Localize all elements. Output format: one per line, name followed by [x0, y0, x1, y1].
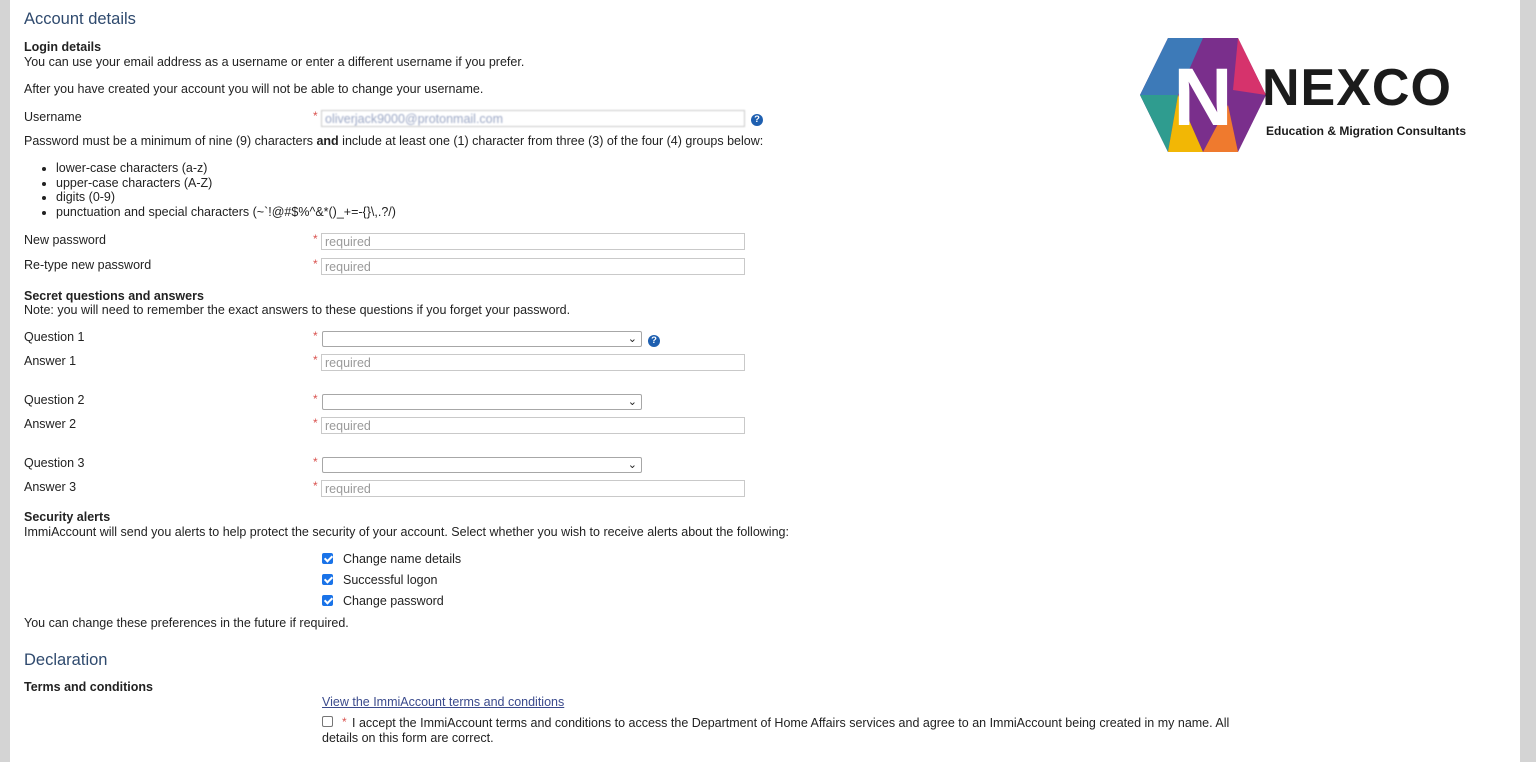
password-rule-pre: Password must be a minimum of nine (9) characters — [24, 134, 317, 148]
password-rule — [24, 134, 763, 148]
required-marker: * — [342, 715, 347, 729]
alert-change-name-checkbox[interactable] — [322, 553, 333, 564]
list-item: • lower-case characters (a-z) — [56, 161, 396, 176]
required-marker: * — [313, 232, 318, 246]
alert-successful-logon-label: Successful logon — [343, 573, 438, 587]
accept-terms-checkbox[interactable] — [322, 716, 333, 727]
question-3-select[interactable] — [322, 457, 642, 473]
retype-password-label: Re-type new password — [24, 258, 152, 272]
required-marker: * — [313, 109, 318, 123]
logo-mark-letter: N — [1173, 52, 1233, 143]
terms-heading: Terms and conditions — [24, 680, 153, 694]
list-item: • upper-case characters (A-Z) — [56, 176, 396, 191]
alerts-footer-note: You can change these preferences in the future if required. — [24, 616, 349, 630]
chevron-down-icon: ⌄ — [627, 459, 637, 471]
list-item: • punctuation and special characters (~`!@#$%^&*()_+=-{}\,.?/) — [56, 205, 396, 220]
password-rule-bold: and — [316, 134, 339, 148]
account-form-panel — [10, 0, 1520, 762]
required-marker: * — [313, 479, 318, 493]
question-1-select[interactable] — [322, 331, 642, 347]
question-3-label: Question 3 — [24, 456, 85, 470]
required-marker: * — [313, 329, 318, 343]
logo-tagline: Education & Migration Consultants — [1266, 124, 1466, 138]
answer-2-label: Answer 2 — [24, 417, 77, 431]
question-1-label: Question 1 — [24, 330, 85, 344]
alert-change-password-checkbox[interactable] — [322, 595, 333, 606]
account-details-heading: Account details — [24, 10, 136, 28]
retype-password-input[interactable] — [321, 258, 745, 275]
alert-change-name-label: Change name details — [343, 552, 462, 566]
list-item: • digits (0-9) — [56, 190, 396, 205]
accept-terms-text-line2: details on this form are correct. — [322, 731, 494, 745]
password-rule-post: include at least one (1) character from three (3) of the four (4) groups below: — [338, 134, 764, 148]
required-marker: * — [313, 455, 318, 469]
required-marker: * — [313, 257, 318, 271]
question-2-label: Question 2 — [24, 393, 85, 407]
nexco-hexagon-icon — [1138, 30, 1268, 160]
required-marker: * — [313, 353, 318, 367]
accept-terms-text-line1: I accept the ImmiAccount terms and conditions to access the Department of Home Affairs services and agree to an ImmiAccount being created in my name. All — [352, 716, 1230, 730]
secret-questions-note: Note: you will need to remember the exact answers to these questions if you forget your password. — [24, 303, 571, 317]
secret-questions-heading: Secret questions and answers — [24, 289, 204, 303]
logo-name: NEXCO — [1262, 59, 1452, 117]
answer-3-label: Answer 3 — [24, 480, 77, 494]
alert-change-password-label: Change password — [343, 594, 444, 608]
username-help-icon[interactable]: ? — [751, 114, 763, 126]
username-input[interactable] — [321, 110, 745, 127]
chevron-down-icon: ⌄ — [627, 396, 637, 408]
username-label: Username — [24, 110, 82, 124]
security-alerts-heading: Security alerts — [24, 510, 111, 524]
new-password-label: New password — [24, 233, 106, 247]
chevron-down-icon: ⌄ — [627, 333, 637, 345]
login-details-heading: Login details — [24, 40, 102, 54]
nexco-logo — [1138, 30, 1518, 165]
login-note-1: You can use your email address as a username or enter a different username if you prefer. — [24, 55, 525, 69]
login-note-2: After you have created your account you will not be able to change your username. — [24, 82, 484, 96]
question-help-icon[interactable]: ? — [648, 335, 660, 347]
question-2-select[interactable] — [322, 394, 642, 410]
required-marker: * — [313, 416, 318, 430]
answer-2-input[interactable] — [321, 417, 745, 434]
answer-3-input[interactable] — [321, 480, 745, 497]
declaration-heading: Declaration — [24, 651, 108, 669]
new-password-input[interactable] — [321, 233, 745, 250]
password-groups-list — [24, 161, 396, 219]
security-alerts-note: ImmiAccount will send you alerts to help protect the security of your account. Select whether you wish to receive alerts about the following: — [24, 525, 789, 539]
alert-successful-logon-checkbox[interactable] — [322, 574, 333, 585]
required-marker: * — [313, 392, 318, 406]
answer-1-input[interactable] — [321, 354, 745, 371]
answer-1-label: Answer 1 — [24, 354, 77, 368]
terms-link[interactable]: View the ImmiAccount terms and conditions — [322, 695, 565, 709]
